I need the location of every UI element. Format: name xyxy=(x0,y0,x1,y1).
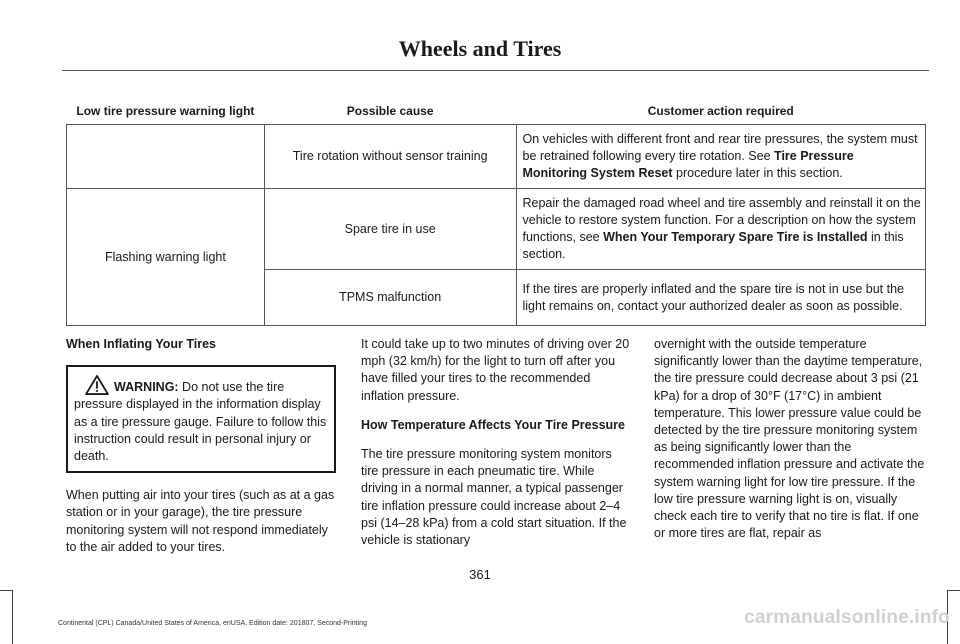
table-row xyxy=(67,189,926,270)
column-right xyxy=(654,336,926,554)
table-cell-cause: Tire rotation without sensor training xyxy=(264,125,516,189)
paragraph-overnight: overnight with the outside temperature significantly lower than the daytime temperature, the tire pressure could decrease about 3 psi (21 kPa) for a drop of 30°F (17°C) in ambient temperature. This lower pressure value could be detected by the tire pressure monitoring system as being significantly lower than the recommended inflation pressure and activate the system warning light for low tire pressure. If the low tire pressure warning light is on, visually check each tire to verify that no tire is flat. If one or more tires are flat, repair as xyxy=(654,337,925,541)
table-cell-light-empty xyxy=(67,125,265,189)
action-text: Repair the damaged road wheel and tire assembly and reinstall it on the vehicle to restore system function. For a description on how the system functions, see xyxy=(522,196,921,244)
section-heading-inflating: When Inflating Your Tires xyxy=(66,337,217,351)
warning-triangle-icon xyxy=(84,375,110,395)
table-cell-action xyxy=(516,125,926,189)
table-row xyxy=(67,125,926,189)
warning-box xyxy=(66,365,336,473)
warning-label: WARNING: xyxy=(114,380,179,395)
table-cell-light: Flashing warning light xyxy=(67,189,265,326)
page-number: 361 xyxy=(469,567,491,582)
table-cell-cause: TPMS malfunction xyxy=(264,270,516,326)
table-header-action: Customer action required xyxy=(516,98,926,125)
action-text: procedure later in this section. xyxy=(672,166,843,180)
table-cell-action xyxy=(516,189,926,270)
warning-text: Do not use the tire pressure displayed in the information display as a tire pressure gauge. Failure to follow this instruction could result in personal injury or death. xyxy=(74,380,327,464)
table-header-cause: Possible cause xyxy=(264,98,516,125)
section-heading-temperature: How Temperature Affects Your Tire Pressure xyxy=(361,417,625,432)
tpms-table xyxy=(66,98,926,326)
paragraph-inflating: When putting air into your tires (such as at a gas station or in your garage), the tire pressure monitoring system will not respond immediately to the air added to your tires. xyxy=(66,488,335,554)
action-text: in this section. xyxy=(522,230,904,261)
action-reference-link[interactable]: When Your Temporary Spare Tire is Installed xyxy=(603,230,868,244)
table-cell-cause: Spare tire in use xyxy=(264,189,516,270)
action-reference-link[interactable]: Tire Pressure Monitoring System Reset xyxy=(522,149,854,180)
paragraph-temperature: The tire pressure monitoring system monitors tire pressure in each pneumatic tire. While driving in a normal manner, a typical passenger tire inflation pressure could increase about 2–4 psi (14–28 kPa) from a cold start situation. If the vehicle is stationary xyxy=(361,447,627,548)
paragraph-wait: It could take up to two minutes of driving over 20 mph (32 km/h) for the light to turn off after you have filled your tires to the recommended inflation pressure. xyxy=(361,337,630,403)
crop-mark-left xyxy=(0,590,13,644)
action-text: On vehicles with different front and rear tire pressures, the system must be retrained following every tire rotation. See xyxy=(522,132,918,163)
title-divider xyxy=(62,70,929,71)
column-left xyxy=(66,336,336,568)
page-title: Wheels and Tires xyxy=(398,36,562,61)
table-header-row xyxy=(67,98,926,125)
edition-footer: Continental (CPL) Canada/United States of America, enUSA, Edition date: 201807, Second-Printing xyxy=(58,620,367,627)
table-header-light: Low tire pressure warning light xyxy=(67,98,265,125)
column-middle xyxy=(361,336,631,561)
table-cell-action: If the tires are properly inflated and the spare tire is not in use but the light remains on, contact your authorized dealer as soon as possible. xyxy=(516,270,926,326)
watermark: carmanualsonline.info xyxy=(744,607,950,628)
